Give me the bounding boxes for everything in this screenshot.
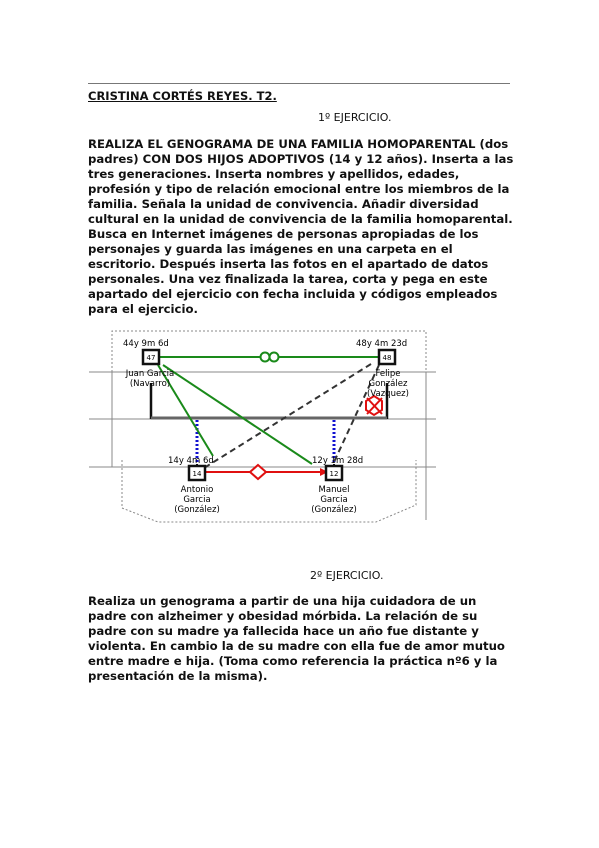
name-juan-2: (Navarro) xyxy=(129,379,171,389)
person-box-antonio xyxy=(189,466,205,480)
name-manuel-2: Garcia xyxy=(320,495,348,505)
svg-text:47: 47 xyxy=(146,354,156,362)
top-rule xyxy=(88,83,510,84)
svg-text:14: 14 xyxy=(192,470,202,478)
name-antonio-3: (González) xyxy=(174,505,220,515)
person-box-manuel xyxy=(326,466,342,480)
svg-text:12: 12 xyxy=(329,470,339,478)
union-line xyxy=(159,353,379,362)
name-felipe-3: (Vazquez) xyxy=(367,389,409,399)
name-felipe-2: González xyxy=(368,379,408,389)
name-manuel-3: (González) xyxy=(311,505,357,515)
exercise-1-title: 1º EJERCICIO. xyxy=(318,111,392,124)
svg-text:48: 48 xyxy=(382,354,392,362)
name-manuel-1: Manuel xyxy=(318,485,350,495)
person-box-felipe xyxy=(379,350,395,364)
age-manuel: 12y 1m 28d xyxy=(312,456,364,466)
age-antonio: 14y 4m 6d xyxy=(168,456,214,466)
exercise-2-statement: Realiza un genograma a partir de una hija cuidadora de un padre con alzheimer y obesidad mórbida. La relación de su padre con su madre ya fallecida hace un año fue distante y violenta. En cambio la de su madre con ella fue de amor mutuo entre madre e hija. (Toma como referencia la práctica nº6 y la presentación de la misma). xyxy=(88,594,505,683)
age-juan: 44y 9m 6d xyxy=(123,339,169,349)
name-antonio-2: Garcia xyxy=(183,495,211,505)
author-heading: CRISTINA CORTÉS REYES. T2. xyxy=(88,89,277,103)
person-box-juan xyxy=(143,350,159,364)
relationship-lines-dashed xyxy=(204,364,379,468)
exercise-1-statement: REALIZA EL GENOGRAMA DE UNA FAMILIA HOMOPARENTAL (dos padres) CON DOS HIJOS ADOPTIVOS (14 y 12 años). Inserta a las tres generaciones. Inserta nombres y apellidos, edades, profesión y tipo de relación emocional entre los miembros de la familia. Señala la unidad de convivencia. Añadir diversidad cultural en la unidad de convivencia de la familia homoparental. Busca en Internet imágenes de personas apropiadas de los personajes y guarda las imágenes en una carpeta en el escritorio. Después inserta las fotos en el apartado de datos personales. Una vez finalizada la tarea, corta y pega en este apartado del ejercicio con fecha incluida y códigos empleados para el ejercicio. xyxy=(88,137,514,316)
name-antonio-1: Antonio xyxy=(180,485,214,495)
name-juan-1: Juan Garcia xyxy=(125,369,175,379)
name-felipe-1: Felipe xyxy=(375,369,401,379)
age-felipe: 48y 4m 23d xyxy=(356,339,408,349)
exercise-2-title: 2º EJERCICIO. xyxy=(310,569,384,582)
genogram-diagram xyxy=(86,330,441,525)
